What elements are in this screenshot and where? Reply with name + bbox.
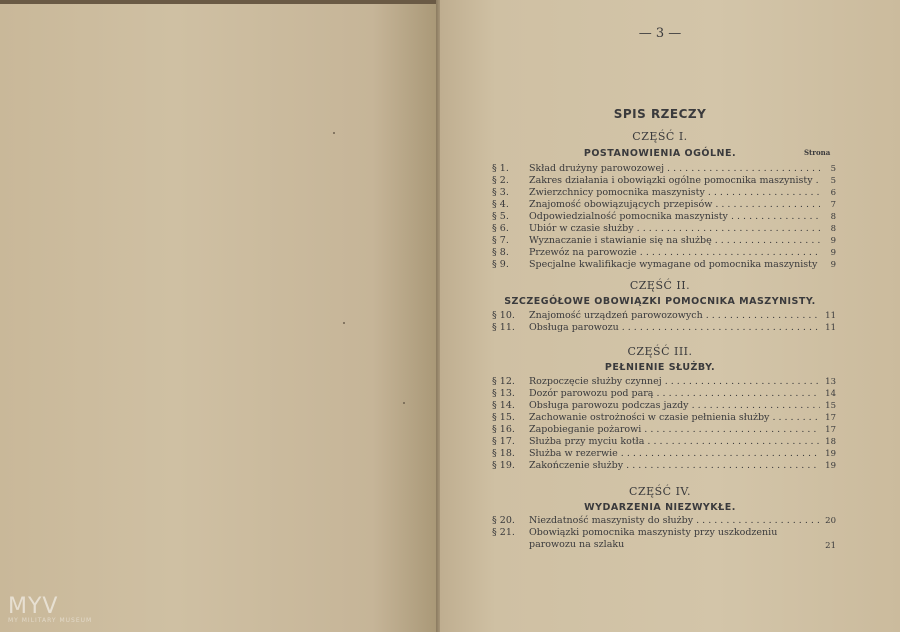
entry-page: 9 bbox=[830, 236, 836, 246]
part-1-title: POSTANOWIENIA OGÓLNE. bbox=[583, 148, 737, 159]
toc-entry bbox=[492, 388, 836, 400]
entry-title: Służba przy myciu kotła . . . bbox=[529, 436, 820, 448]
entry-page: 7 bbox=[830, 200, 836, 210]
toc-entry bbox=[492, 400, 836, 412]
entry-title: Służba w rezerwie . . . bbox=[529, 448, 820, 460]
toc-entry bbox=[492, 460, 836, 472]
section-number: § 8. bbox=[492, 247, 509, 258]
part-4-label: CZĘŚĆ IV. bbox=[629, 485, 691, 498]
left-page bbox=[0, 4, 438, 632]
paper-speck bbox=[343, 322, 345, 324]
entry-title: Skład drużyny parowozowej . . . bbox=[529, 163, 820, 175]
entry-title: Obowiązki pomocnika maszynisty przy uszkodzeniu parowozu na szlaku bbox=[529, 527, 778, 550]
paper-speck bbox=[403, 402, 405, 404]
section-number: § 16. bbox=[492, 424, 515, 435]
entry-page: 14 bbox=[825, 389, 836, 399]
entry-title: Znajomość obowiązujących przepisów . . . bbox=[529, 199, 820, 211]
entry-title: Obsługa parowozu podczas jazdy . . . bbox=[529, 400, 820, 412]
section-number: § 19. bbox=[492, 460, 515, 471]
entry-title: Zachowanie ostrożności w czasie pełnienia służby . . . bbox=[529, 412, 820, 424]
section-number: § 20. bbox=[492, 515, 515, 526]
section-number: § 13. bbox=[492, 388, 515, 399]
part-3-title: PEŁNIENIE SŁUŻBY. bbox=[604, 362, 716, 373]
page-number: — 3 — bbox=[638, 26, 682, 41]
toc-entry bbox=[492, 310, 836, 322]
entry-page: 21 bbox=[825, 541, 836, 551]
entry-title: Zakończenie służby . . . bbox=[529, 460, 820, 472]
toc-entry bbox=[492, 424, 836, 436]
entry-page: 8 bbox=[830, 224, 836, 234]
toc-entry bbox=[492, 515, 836, 527]
section-number: § 12. bbox=[492, 376, 515, 387]
section-number: § 17. bbox=[492, 436, 515, 447]
toc-entry bbox=[492, 175, 836, 187]
right-page bbox=[440, 0, 900, 632]
toc-entry bbox=[492, 247, 836, 259]
page-column-label: Strona bbox=[804, 148, 831, 157]
section-number: § 6. bbox=[492, 223, 509, 234]
entry-title: Zapobieganie pożarowi . . . bbox=[529, 424, 820, 436]
toc-entry bbox=[492, 187, 836, 199]
entry-title: Specjalne kwalifikacje wymagane od pomocnika maszynisty . . . bbox=[529, 259, 820, 271]
entry-title: Zakres działania i obowiązki ogólne pomocnika maszynisty . . . bbox=[529, 175, 820, 187]
entry-page: 9 bbox=[830, 260, 836, 270]
paper-speck bbox=[333, 132, 335, 134]
entry-title: Ubiór w czasie służby . . . bbox=[529, 223, 820, 235]
section-number: § 4. bbox=[492, 199, 509, 210]
toc-entry bbox=[492, 448, 836, 460]
section-number: § 7. bbox=[492, 235, 509, 246]
entry-page: 6 bbox=[830, 188, 836, 198]
section-number: § 18. bbox=[492, 448, 515, 459]
part-2-title: SZCZEGÓŁOWE OBOWIĄZKI POMOCNIKA MASZYNISTY. bbox=[504, 296, 816, 307]
entry-page: 19 bbox=[825, 461, 836, 471]
part-2-label: CZĘŚĆ II. bbox=[629, 279, 691, 292]
toc-entry bbox=[492, 223, 836, 235]
toc-entry bbox=[492, 235, 836, 247]
entry-page: 15 bbox=[825, 401, 836, 411]
section-number: § 5. bbox=[492, 211, 509, 222]
entry-page: 13 bbox=[825, 377, 836, 387]
entry-page: 18 bbox=[825, 437, 836, 447]
entry-title: Rozpoczęcie służby czynnej . . . bbox=[529, 376, 820, 388]
toc-entry bbox=[492, 199, 836, 211]
toc-entry bbox=[492, 412, 836, 424]
entry-page: 11 bbox=[825, 311, 836, 321]
entry-page: 17 bbox=[825, 413, 836, 423]
entry-title: Wyznaczanie i stawianie się na służbę . . . bbox=[529, 235, 820, 247]
entry-page: 9 bbox=[830, 248, 836, 258]
entry-title: Odpowiedzialność pomocnika maszynisty . . . bbox=[529, 211, 820, 223]
part-1-label: CZĘŚĆ I. bbox=[632, 130, 688, 143]
toc-entry bbox=[492, 211, 836, 223]
toc-entry bbox=[492, 163, 836, 175]
entry-page: 11 bbox=[825, 323, 836, 333]
section-number: § 10. bbox=[492, 310, 515, 321]
entry-title: Przewóz na parowozie . . . bbox=[529, 247, 820, 259]
section-number: § 14. bbox=[492, 400, 515, 411]
toc-entry bbox=[492, 436, 836, 448]
toc-entry bbox=[492, 322, 836, 334]
entry-page: 5 bbox=[830, 176, 836, 186]
entry-title: Obsługa parowozu . . . bbox=[529, 322, 820, 334]
toc-entry bbox=[492, 527, 836, 553]
toc-title: SPIS RZECZY bbox=[613, 107, 707, 121]
entry-page: 8 bbox=[830, 212, 836, 222]
section-number: § 9. bbox=[492, 259, 509, 270]
section-number: § 15. bbox=[492, 412, 515, 423]
entry-title: Znajomość urządzeń parowozowych . . . bbox=[529, 310, 820, 322]
entry-page: 20 bbox=[825, 516, 836, 526]
part-3-label: CZĘŚĆ III. bbox=[627, 345, 693, 358]
toc-entry bbox=[492, 376, 836, 388]
section-number: § 2. bbox=[492, 175, 509, 186]
entry-page: 17 bbox=[825, 425, 836, 435]
entry-page: 5 bbox=[830, 164, 836, 174]
watermark-logo: MYV bbox=[8, 594, 59, 619]
section-number: § 11. bbox=[492, 322, 515, 333]
section-number: § 1. bbox=[492, 163, 509, 174]
section-number: § 21. bbox=[492, 527, 515, 538]
entry-title: Dozór parowozu pod parą . . . bbox=[529, 388, 820, 400]
entry-title: Zwierzchnicy pomocnika maszynisty . . . bbox=[529, 187, 820, 199]
entry-title: Niezdatność maszynisty do służby . . . bbox=[529, 515, 820, 527]
toc-entry bbox=[492, 259, 836, 271]
watermark-subtext: MY MILITARY MUSEUM bbox=[8, 617, 93, 624]
entry-page: 19 bbox=[825, 449, 836, 459]
section-number: § 3. bbox=[492, 187, 509, 198]
part-4-title: WYDARZENIA NIEZWYKŁE. bbox=[584, 502, 736, 513]
